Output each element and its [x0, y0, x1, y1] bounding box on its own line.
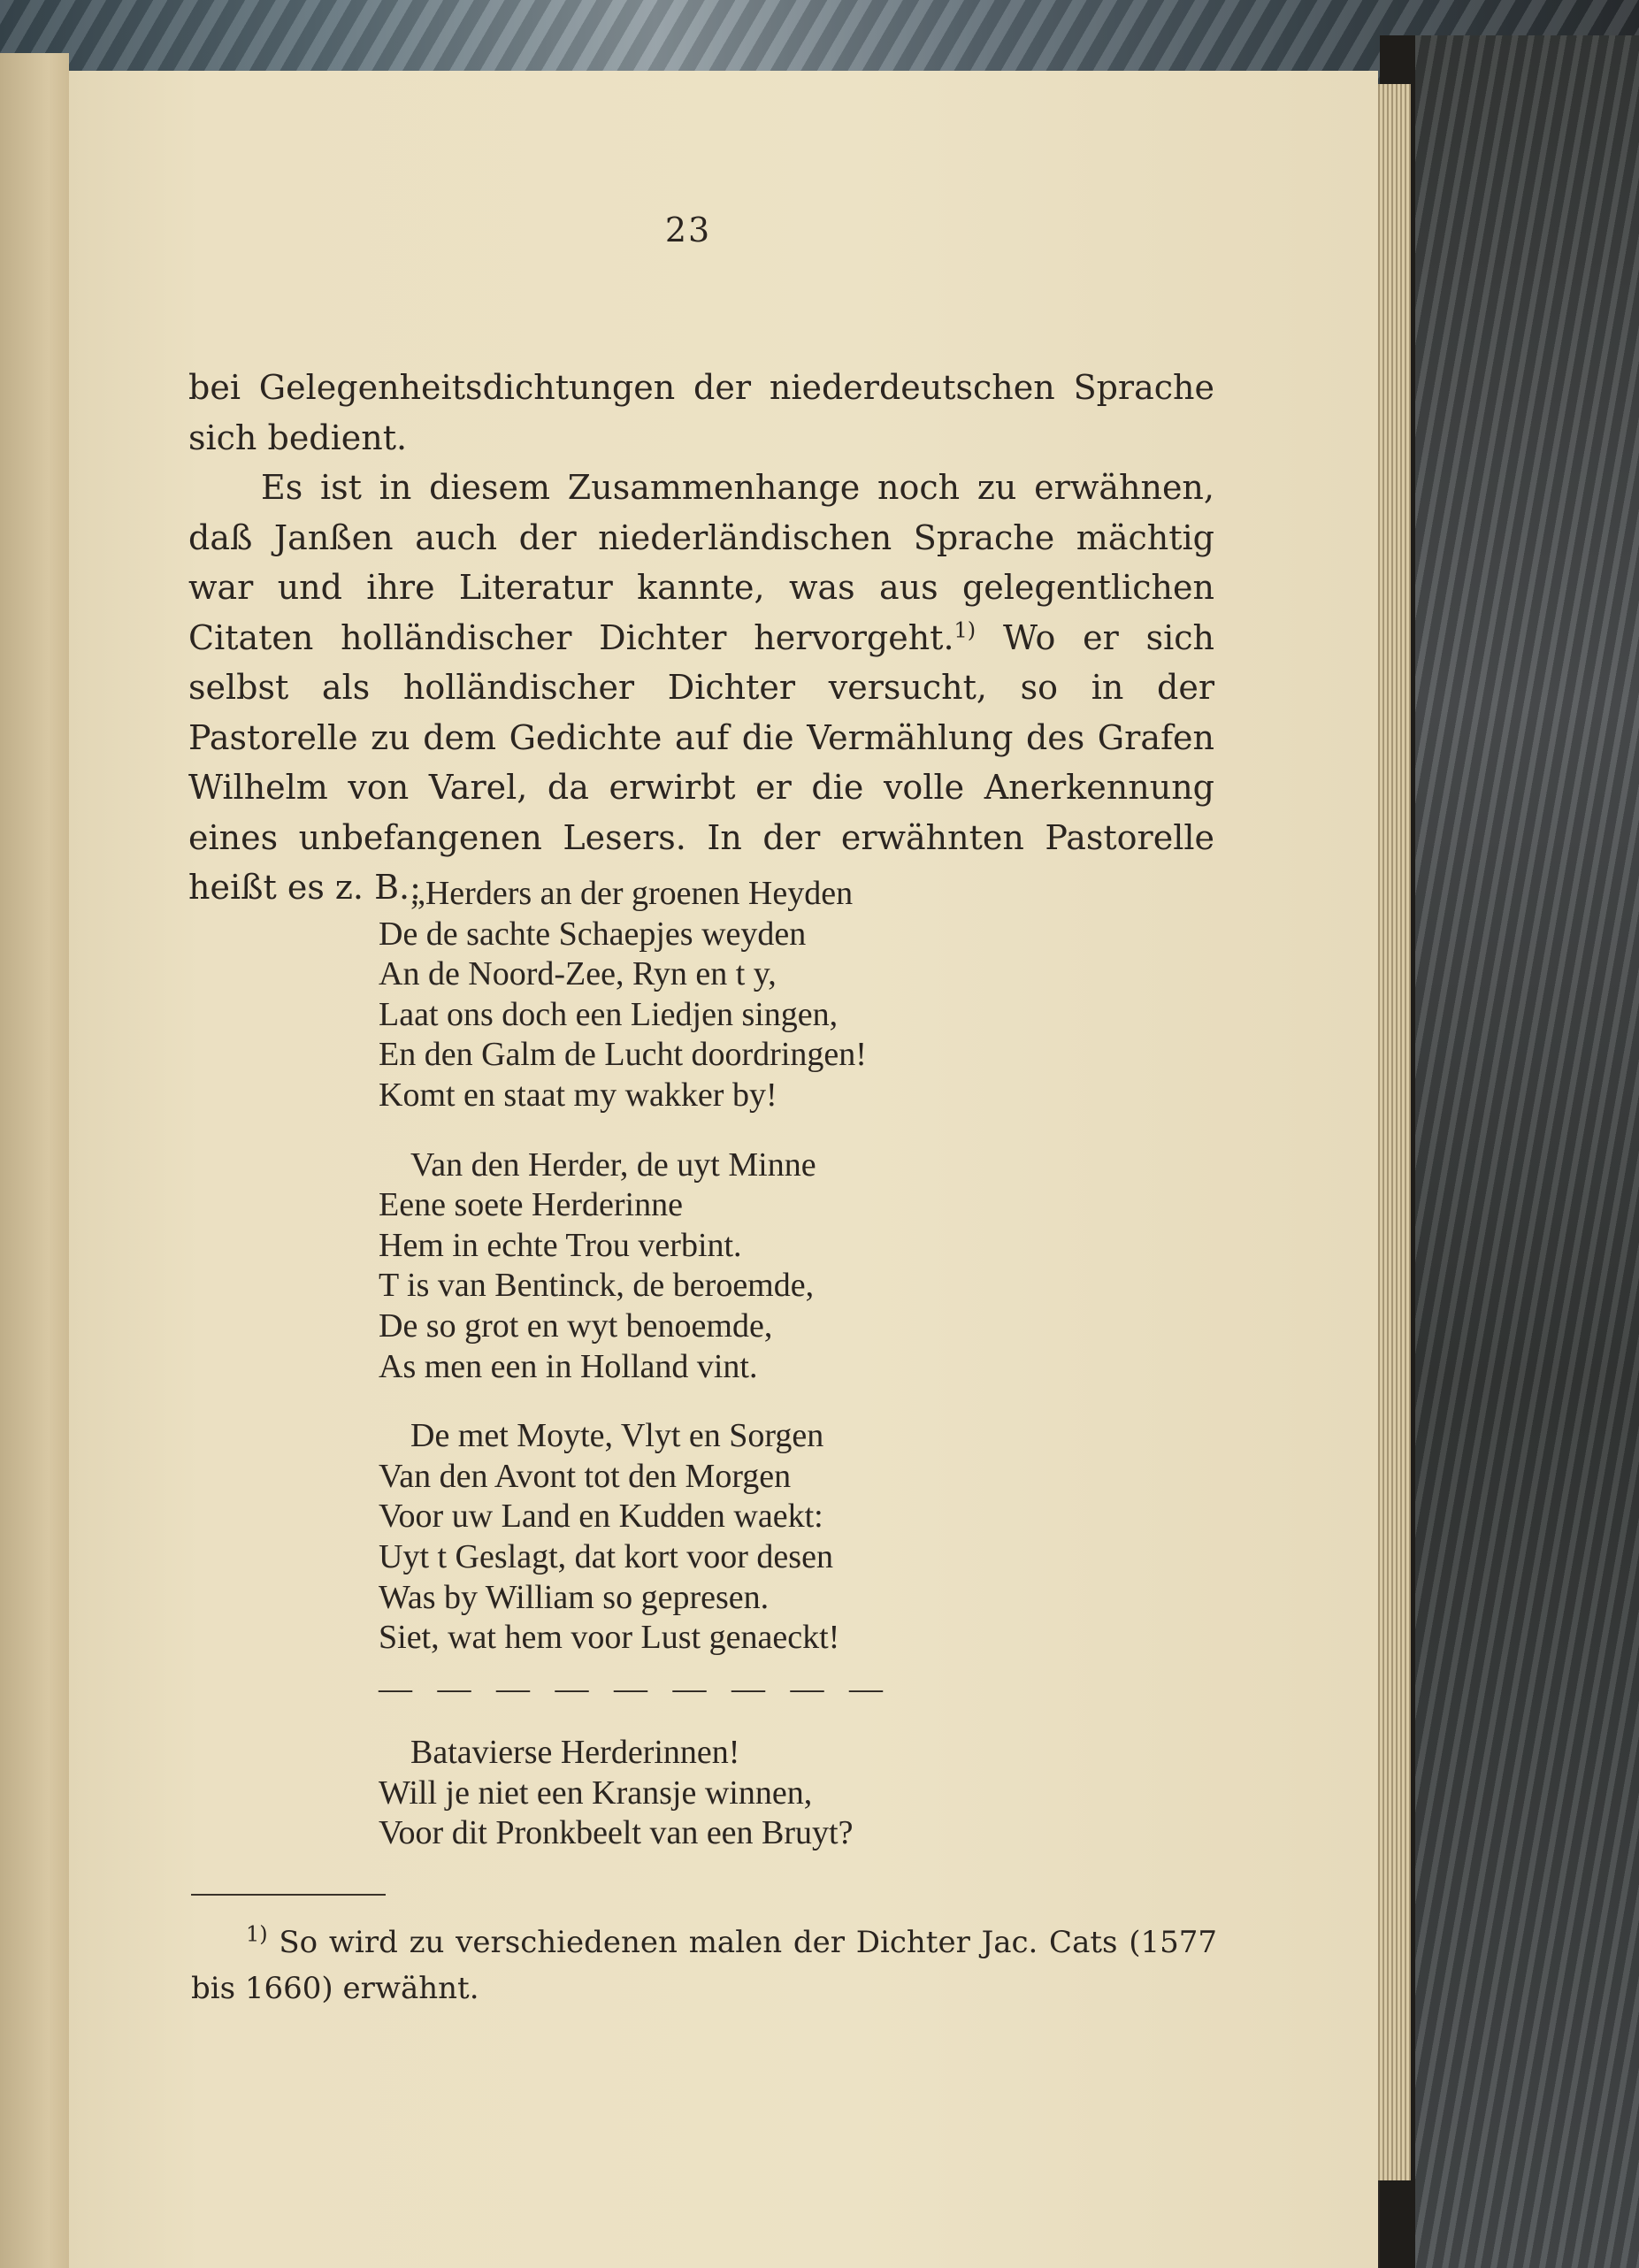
page-number: 23 [664, 211, 712, 249]
poem-line: Was by William so gepresen. [379, 1578, 770, 1616]
page-stack-edge [1375, 84, 1411, 2180]
paragraph-2-text: Es ist in diesem Zusammenhange noch zu erwähnen, daß Janßen auch der niederländischen Sprache mächtig war und ihre Literatur kannte, was aus gelegentlichen Citaten holländischer Dichter hervorgeht. [188, 468, 1214, 657]
poem-line: En den Galm de Lucht doordringen! [379, 1036, 867, 1074]
paragraph-2-continued: Wo er sich selbst als holländischer Dichter versucht, so in der Pastorelle zu dem Gedichte auf die Vermählung des Grafen Wilhelm von Varel, da erwirbt er die volle Anerkennung eines unbefangenen Lesers. In der erwähnten Pastorelle heißt es z. B.: [188, 617, 1214, 907]
paragraph-2 [188, 463, 1214, 913]
book-page [69, 71, 1378, 2268]
poem-line: T is van Bentinck, de beroemde, [379, 1267, 815, 1305]
poem-quotation [379, 874, 1086, 1883]
footnote-text: So wird zu verschiedenen malen der Dichter Jac. Cats (1577 bis 1660) erwähnt. [191, 1925, 1217, 2006]
poem-line: Voor dit Pronkbeelt van een Bruyt? [379, 1814, 854, 1852]
paragraph-1: bei Gelegenheitsdichtungen der niederdeutschen Sprache sich bedient. [188, 368, 1214, 457]
poem-line: „Herders an der groenen Heyden [410, 875, 854, 912]
body-text [188, 363, 1214, 913]
poem-line: Laat ons doch een Liedjen singen, [379, 995, 839, 1033]
poem-stanza-4 [379, 1733, 1086, 1854]
poem-line: Uyt t Geslagt, dat kort voor desen [379, 1537, 833, 1575]
poem-line: Van den Herder, de uyt Minne [410, 1145, 816, 1184]
poem-line: De so grot en wyt benoemde, [379, 1306, 773, 1345]
poem-line: Will je niet een Kransje winnen, [379, 1774, 813, 1812]
footnote [191, 1919, 1217, 2011]
poem-line: Eene soete Herderinne [379, 1186, 683, 1224]
poem-line: Hem in echte Trou verbint. [379, 1226, 742, 1264]
poem-line: As men een in Holland vint. [379, 1347, 758, 1385]
poem-line: De met Moyte, Vlyt en Sorgen [410, 1417, 824, 1455]
previous-page-edge [0, 53, 69, 2268]
poem-line: Komt en staat my wakker by! [379, 1076, 777, 1114]
footnote-ref: 1) [954, 617, 977, 642]
poem-line: An de Noord-Zee, Ryn en t y, [379, 955, 777, 993]
footnote-marker: 1) [246, 1921, 268, 1947]
poem-stanza-2 [379, 1145, 1086, 1388]
poem-line: Siet, wat hem voor Lust genaeckt! [379, 1619, 840, 1657]
ellipsis-dashes: — — — — — — — — — [379, 1669, 883, 1707]
footnote-divider [191, 1894, 386, 1896]
poem-stanza-3 [379, 1416, 1086, 1659]
poem-line: Voor uw Land en Kudden waekt: [379, 1498, 823, 1536]
poem-line: Batavierse Herderinnen! [410, 1734, 740, 1772]
poem-stanza-1 [379, 874, 1086, 1116]
poem-line: De de sachte Schaepjes weyden [379, 915, 807, 953]
marbled-board [1380, 35, 1639, 2268]
poem-line: Van den Avont tot den Morgen [379, 1457, 792, 1495]
